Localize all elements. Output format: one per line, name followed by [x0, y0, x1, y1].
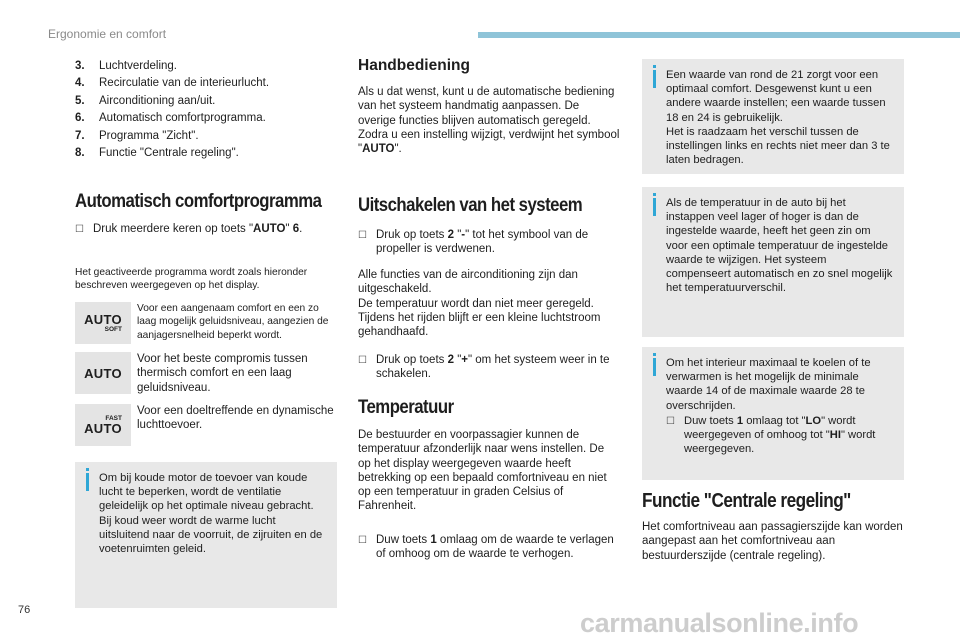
bullet-icon: ☐: [666, 415, 675, 427]
page-number: 76: [18, 604, 31, 616]
auto-fast-row: [75, 404, 337, 446]
max-cooling-bullet: ☐ Duw toets 1 omlaag tot "LO" wordt weergegeven of omhoog tot "HI" wordt weergegeven.: [666, 414, 876, 456]
off-section-heading: Uitschakelen van het systeem: [358, 194, 583, 216]
temperature-section-heading: Temperatuur: [358, 396, 454, 418]
bullet-icon: ☐: [75, 224, 84, 235]
info-icon: [653, 358, 656, 376]
list-item: 6. Automatisch comfortprogramma.: [75, 112, 266, 125]
auto-note: Het geactiveerde programma wordt zoals hieronder beschreven weergegeven op het display.: [75, 267, 308, 292]
central-section-heading: Functie "Centrale regeling": [642, 490, 851, 512]
list-item: 8. Functie "Centrale regeling".: [75, 147, 239, 160]
off-bullet-2: ☐ Druk op toets 2 "+" om het systeem weer in te schakelen.: [358, 354, 610, 381]
cold-engine-info-box: Om bij koude motor de toevoer van koude lucht te beperken, wordt de ventilatie geleidelijk op het optimale niveau gebracht. Bij koud weer wordt de warme lucht uitsluitend naar de voorruit, de zijruiten en de voetenruimten geleid.: [75, 462, 337, 608]
list-item: 7. Programma "Zicht".: [75, 129, 199, 142]
bullet-icon: ☐: [358, 355, 367, 366]
auto-normal-icon: AUTO: [75, 352, 131, 394]
off-bullet-1: ☐ Druk op toets 2 "-" tot het symbool van de propeller is verdwenen.: [358, 229, 589, 256]
temperature-bullet: ☐ Duw toets 1 omlaag om de waarde te verlagen of omhoog om de waarde te verhogen.: [358, 534, 614, 561]
auto-section-heading: Automatisch comfortprogramma: [75, 190, 322, 212]
auto-fast-icon: FAST AUTO: [75, 404, 131, 446]
manual-section-heading: Handbediening: [358, 57, 470, 74]
auto-soft-row: [75, 302, 337, 344]
central-text: Het comfortniveau aan passagierszijde kan worden aangepast aan het comfortniveau aan bestuurderszijde (centrale regeling).: [642, 521, 903, 562]
bullet-icon: ☐: [358, 535, 367, 546]
info-icon: [653, 70, 656, 88]
auto-normal-desc: Voor het beste compromis tussen thermisch comfort en een laag geluidsniveau.: [137, 353, 308, 394]
numbered-list: [75, 58, 337, 162]
off-text: Alle functies van de airconditioning zijn dan uitgeschakeld. De temperatuur wordt dan niet meer geregeld. Tijdens het rijden blijft er een kleine luchtstroom gehandhaafd.: [358, 269, 601, 339]
auto-normal-row: [75, 352, 337, 395]
auto-soft-desc: Voor een aangenaam comfort en een zo laag mogelijk geluidsniveau, aangezien de aanjagersnelheid beperkt wordt.: [137, 303, 329, 341]
temperature-difference-info-box: Als de temperatuur in de auto bij het instappen veel lager of hoger is dan de ingestelde waarde, heeft het geen zin om voor een optimale temperatuur de ingestelde waarde te wijzigen. Het systeem compenseert automatisch en zo snel mogelijk het temperatuurverschil.: [642, 187, 904, 337]
info-icon: [653, 198, 656, 216]
auto-bullet: ☐ Druk meerdere keren op toets "AUTO" 6.: [75, 222, 337, 237]
max-cooling-info-box: Om het interieur maximaal te koelen of te verwarmen is het mogelijk de minimale waarde 14 of de maximale waarde 28 te overschrijden. ☐ Duw toets 1 omlaag tot "LO" wordt weergegeven of omhoog tot "HI" wordt weergegeven.: [642, 347, 904, 480]
temperature-value-info-box: Een waarde van rond de 21 zorgt voor een optimaal comfort. Desgewenst kunt u een andere waarde instellen; een waarde tussen 18 en 24 is gebruikelijk. Het is raadzaam het verschil tussen de instellingen links en rechts niet meer dan 3 te laten bedragen.: [642, 59, 904, 174]
list-item: 5. Airconditioning aan/uit.: [75, 94, 216, 107]
header-accent-bar: [478, 32, 960, 38]
manual-text: Als u dat wenst, kunt u de automatische bediening van het systeem handmatig aanpassen. De overige functies blijven automatisch geregeld. Zodra u een instelling wijzigt, verdwijnt het symbool "AUTO".: [358, 86, 620, 156]
temperature-text: De bestuurder en voorpassagier kunnen de temperatuur afzonderlijk naar wens instellen. De op het display weergegeven waarde heeft betrekking op een bepaald comfortniveau en niet op een temperatuur in graden Celsius of Fahrenheit.: [358, 429, 607, 513]
watermark: carmanualsonline.info: [580, 608, 859, 638]
info-icon: [86, 473, 89, 491]
bullet-icon: ☐: [358, 230, 367, 241]
list-item: 3. Luchtverdeling.: [75, 60, 177, 72]
list-item: 4. Recirculatie van de interieurlucht.: [75, 77, 270, 90]
section-header-title: Ergonomie en comfort: [48, 27, 167, 41]
auto-fast-desc: Voor een doeltreffende en dynamische luchttoevoer.: [137, 405, 334, 432]
auto-soft-icon: AUTO SOFT: [75, 302, 131, 344]
